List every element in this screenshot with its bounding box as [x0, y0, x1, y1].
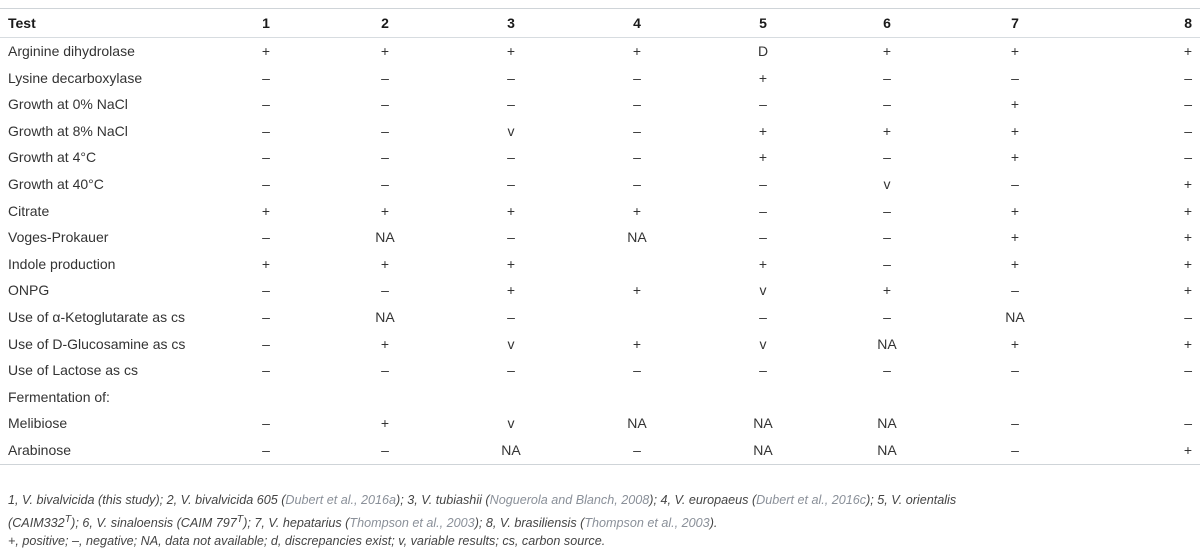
table-cell: +	[758, 149, 768, 166]
table-cell: –	[381, 122, 389, 139]
table-cell: –	[759, 229, 767, 246]
table-cell: –	[262, 362, 270, 379]
table-cell: –	[759, 202, 767, 219]
table-cell: –	[633, 362, 641, 379]
reference-link[interactable]: Dubert et al., 2016c	[756, 493, 867, 507]
table-cell: NA	[877, 415, 897, 432]
table-cell: –	[883, 255, 891, 272]
table-cell	[572, 384, 702, 411]
table-cell: –	[883, 362, 891, 379]
table-cell: –	[507, 362, 515, 379]
table-cell: +	[506, 202, 516, 219]
table-cell: –	[320, 437, 450, 464]
table-cell: –	[1011, 282, 1019, 299]
reference-link[interactable]: Dubert et al., 2016a	[285, 493, 397, 507]
table-cell: –	[262, 282, 270, 299]
row-label: Growth at 40°C	[8, 175, 104, 192]
table-cell: +	[1183, 202, 1192, 219]
table-row	[0, 224, 1200, 251]
superscript-t: T	[236, 512, 244, 525]
table-cell: +	[1010, 335, 1020, 352]
table-cell: NA	[753, 415, 773, 432]
table-cell: +	[632, 335, 642, 352]
table-cell: +	[380, 202, 390, 219]
table-cell	[702, 384, 824, 411]
table-cell: –	[633, 96, 641, 113]
table-cell: –	[633, 175, 641, 192]
table-cell: –	[381, 96, 389, 113]
row-label: Growth at 4°C	[8, 149, 97, 166]
footnote-line-1	[8, 491, 1188, 510]
table-cell: NA	[375, 229, 395, 246]
row-label: Growth at 8% NaCl	[8, 122, 128, 139]
table-cell: –	[507, 96, 515, 113]
table-cell: +	[882, 122, 892, 139]
row-label: Fermentation of:	[8, 388, 110, 405]
footnote-line-2	[8, 510, 1188, 533]
table-cell: –	[262, 415, 270, 432]
table-cell: v	[507, 415, 515, 432]
table-cell: +	[882, 43, 892, 59]
table-cell: +	[1010, 43, 1020, 59]
table-cell: –	[1184, 149, 1192, 166]
row-label: Arginine dihydrolase	[8, 43, 135, 59]
table-cell: D	[757, 43, 769, 59]
table-cell: –	[507, 149, 515, 166]
table-row	[0, 357, 1200, 384]
footnote-legend: +, positive; –, negative; NA, data not available; d, discrepancies exist; v, variable results; cs, carbon source.	[8, 534, 606, 549]
row-label: Melibiose	[8, 415, 68, 432]
table-cell: +	[506, 255, 516, 272]
table-cell: +	[1183, 255, 1192, 272]
table-cell: –	[507, 229, 515, 246]
header-col-4: 4	[572, 9, 702, 38]
table-cell: +	[632, 202, 642, 219]
row-label: Citrate	[8, 202, 50, 219]
table-cell: –	[1011, 175, 1019, 192]
table-cell: –	[1011, 69, 1019, 86]
table-cell: +	[506, 282, 516, 299]
table-cell: –	[759, 96, 767, 113]
table-cell: +	[380, 335, 390, 352]
table-cell: –	[381, 175, 389, 192]
table-cell: +	[1183, 175, 1192, 192]
table-cell: +	[632, 282, 642, 299]
footnote-text: ); 6, V. sinaloensis (CAIM 797	[71, 515, 237, 530]
table-cell: NA	[450, 437, 572, 464]
header-col-2: 2	[320, 9, 450, 38]
table-cell: –	[507, 175, 515, 192]
table-cell: +	[1010, 229, 1020, 246]
header-col-5: 5	[702, 9, 824, 38]
table-cell: +	[1183, 43, 1192, 59]
table-cell: NA	[702, 437, 824, 464]
table-footnote	[8, 491, 1188, 551]
row-label: Indole production	[8, 255, 116, 272]
table-cell: –	[1184, 415, 1192, 432]
table-cell: +	[261, 43, 271, 59]
table-cell: –	[262, 96, 270, 113]
row-label: ONPG	[8, 282, 50, 299]
table-cell: +	[380, 415, 390, 432]
header-col-1: 1	[212, 9, 320, 38]
table-row	[0, 118, 1200, 145]
table-row	[0, 304, 1200, 331]
table-cell	[320, 384, 450, 411]
table-cell: +	[261, 255, 271, 272]
table-cell: –	[1011, 415, 1019, 432]
table-cell: –	[262, 229, 270, 246]
table-body	[0, 38, 1200, 465]
header-col-8: 8	[1080, 9, 1200, 38]
header-col-7: 7	[950, 9, 1080, 38]
table-cell: +	[758, 255, 768, 272]
table-cell: –	[262, 122, 270, 139]
row-label: Growth at 0% NaCl	[8, 96, 128, 113]
row-label: Arabinose	[0, 437, 212, 464]
table-cell: –	[262, 308, 270, 325]
superscript-t: T	[64, 512, 72, 525]
table-cell: –	[883, 96, 891, 113]
reference-link[interactable]: Noguerola and Blanch, 2008	[489, 493, 650, 507]
table-cell: –	[381, 69, 389, 86]
table-cell: –	[262, 175, 270, 192]
footnote-text: 1, V. bivalvicida (this study); 2, V. bivalvicida 605 (	[8, 493, 286, 507]
table-cell	[450, 384, 572, 411]
table-cell: –	[1184, 96, 1192, 113]
footnote-text: ); 8, V. brasiliensis (	[474, 515, 585, 530]
table-cell: –	[507, 69, 515, 86]
table-cell: +	[1010, 202, 1020, 219]
table-cell: –	[759, 308, 767, 325]
row-label: Voges-Prokauer	[8, 229, 109, 246]
table-row	[0, 38, 1200, 65]
table-row	[0, 277, 1200, 304]
footnote-text: (CAIM332	[8, 515, 65, 530]
table-cell: +	[380, 255, 390, 272]
table-cell: –	[1184, 122, 1192, 139]
header-col-3: 3	[450, 9, 572, 38]
table-cell: –	[759, 362, 767, 379]
table-cell: +	[1010, 255, 1020, 272]
table-cell: –	[633, 149, 641, 166]
table-row	[0, 91, 1200, 118]
table-cell	[1080, 384, 1200, 411]
table-cell: NA	[375, 308, 395, 325]
table-cell	[212, 384, 320, 411]
footnote-text: ); 5, V. orientalis	[866, 493, 957, 507]
table-cell	[572, 304, 702, 331]
table-cell: –	[212, 437, 320, 464]
table-cell: +	[1010, 122, 1020, 139]
footnote-text: ).	[709, 515, 718, 530]
table-row	[0, 437, 1200, 464]
table-cell: v	[759, 335, 767, 352]
table-cell: –	[883, 69, 891, 86]
table-cell: v	[883, 175, 891, 192]
table-cell: –	[633, 69, 641, 86]
table-row	[0, 384, 1200, 411]
table-cell: +	[1183, 229, 1192, 246]
table-cell: –	[572, 437, 702, 464]
header-test: Test	[0, 9, 212, 38]
table-cell: +	[1010, 96, 1020, 113]
table-cell: –	[883, 202, 891, 219]
footnote-text: ); 3, V. tubiashii (	[396, 493, 490, 507]
table-cell: +	[380, 43, 390, 59]
table-cell: v	[507, 335, 515, 352]
table-cell: –	[950, 437, 1080, 464]
table-row	[0, 198, 1200, 225]
row-label: Use of α-Ketoglutarate as cs	[8, 308, 185, 325]
table-cell: –	[1011, 362, 1019, 379]
table-cell: +	[1183, 282, 1192, 299]
row-label: Use of Lactose as cs	[8, 362, 138, 379]
footnote-text: ); 7, V. hepatarius (	[243, 515, 350, 530]
table-cell: +	[882, 282, 892, 299]
table-cell: NA	[627, 415, 647, 432]
table-row	[0, 171, 1200, 198]
table-cell: v	[759, 282, 767, 299]
table-cell: +	[758, 122, 768, 139]
table-row	[0, 65, 1200, 92]
reference-link[interactable]: Thompson et al., 2003	[349, 515, 475, 530]
table-cell: NA	[627, 229, 647, 246]
table-cell: –	[507, 308, 515, 325]
table-cell	[824, 384, 950, 411]
table-cell: NA	[1005, 308, 1025, 325]
footnote-text: ); 4, V. europaeus (	[649, 493, 757, 507]
table-cell	[950, 384, 1080, 411]
row-label: Lysine decarboxylase	[8, 69, 143, 86]
table-cell: –	[262, 69, 270, 86]
reference-link[interactable]: Thompson et al., 2003	[584, 515, 710, 530]
table-cell: –	[381, 149, 389, 166]
table-cell: +	[1010, 149, 1020, 166]
table-cell	[572, 251, 702, 278]
table-cell: –	[883, 308, 891, 325]
table-cell: –	[381, 362, 389, 379]
table-cell: –	[883, 229, 891, 246]
row-label: Use of D-Glucosamine as cs	[8, 335, 186, 352]
table-cell: –	[1184, 308, 1192, 325]
table-row	[0, 144, 1200, 171]
table-cell: +	[1080, 437, 1200, 464]
table-cell: v	[507, 122, 515, 139]
table-cell: –	[883, 149, 891, 166]
table-cell: –	[381, 282, 389, 299]
header-row	[0, 9, 1200, 38]
table-cell: +	[261, 202, 271, 219]
table-cell: –	[262, 149, 270, 166]
table-cell: +	[632, 43, 642, 59]
data-table	[0, 8, 1200, 465]
table-row	[0, 331, 1200, 358]
table-cell: NA	[877, 335, 897, 352]
table-cell: NA	[824, 437, 950, 464]
table-cell: +	[1183, 335, 1192, 352]
header-col-6: 6	[824, 9, 950, 38]
table-cell: +	[506, 43, 516, 59]
table-cell: –	[1184, 362, 1192, 379]
table-row	[0, 251, 1200, 278]
table-row	[0, 410, 1200, 437]
table-cell: –	[633, 122, 641, 139]
table-cell: –	[759, 175, 767, 192]
table-cell: +	[758, 69, 768, 86]
table-cell: –	[1184, 69, 1192, 86]
table-cell: –	[262, 335, 270, 352]
